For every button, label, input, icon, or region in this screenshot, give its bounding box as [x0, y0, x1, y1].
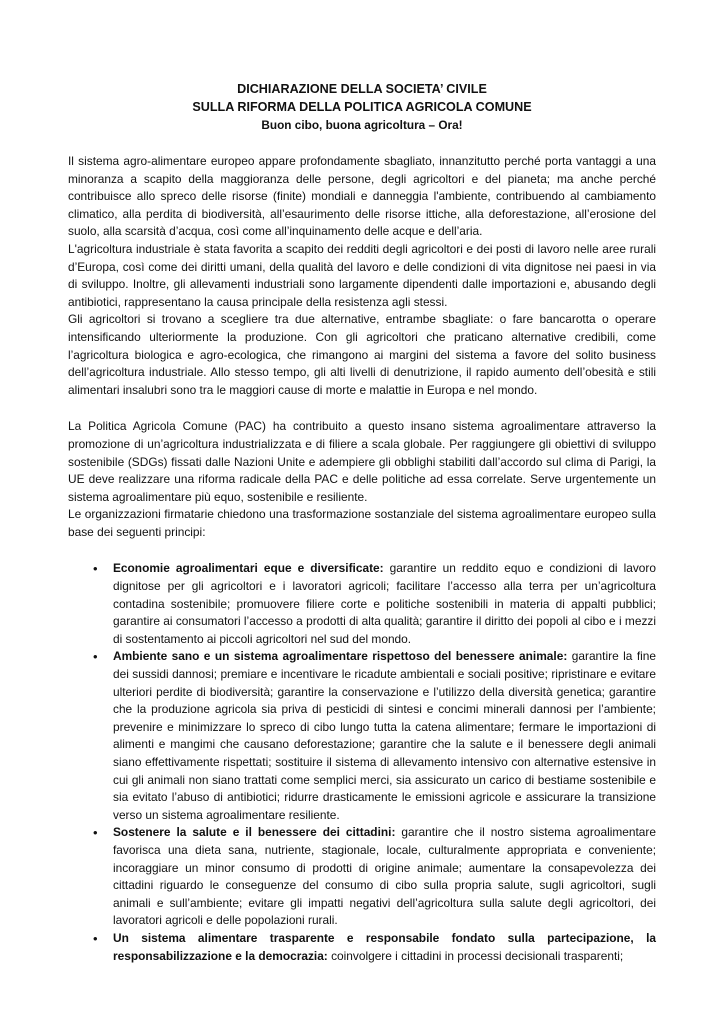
- bullet-icon: •: [93, 930, 98, 946]
- document-title-line-2: SULLA RIFORMA DELLA POLITICA AGRICOLA COMUNE: [192, 100, 532, 114]
- list-item: [93, 648, 656, 824]
- list-item: [93, 560, 656, 648]
- paragraph-industrial-agriculture: L'agricoltura industriale è stata favorita a scapito dei redditi degli agricoltori e dei posti di lavoro nelle aree rurali d’Europa, così come dei diritti umani, della qualità del lavoro e delle condizioni di vita dignitose nei paesi in via di sviluppo. Inoltre, gli allevamenti industriali sono largamente dipendenti dalle importazioni e, abusando degli antibiotici, rappresentano la causa principale della resistenza agli stessi.: [68, 241, 656, 309]
- paragraph-organizations-request: Le organizzazioni firmatarie chiedono una trasformazione sostanziale del sistema agroalimentare europeo sulla base dei seguenti principi:: [68, 507, 656, 539]
- principle-heading: Economie agroalimentari eque e diversificate:: [113, 561, 384, 576]
- spacer: [68, 134, 656, 153]
- principles-list: [68, 560, 656, 965]
- principle-text: garantire un reddito equo e condizioni di lavoro dignitose per gli agricoltori e i lavoratori agricoli; facilitare l’accesso alla terra per un’agricoltura contadina sostenibile; promuovere filiere corte e politiche sostenibili in materia di appalti pubblici; garantire ai consumatori l’accesso a prodotti di alta qualità; garantire il diritto dei popoli al cibo e i mezzi di sostentamento ai piccoli agricoltori nel sud del mondo.: [113, 561, 656, 646]
- principle-heading: Un sistema alimentare trasparente e responsabile fondato sulla partecipazione, la responsabilizzazione e la democrazia:: [113, 930, 656, 963]
- list-item: [93, 824, 656, 930]
- principle-heading: Sostenere la salute e il benessere dei cittadini:: [113, 825, 396, 840]
- paragraph-intro: Il sistema agro-alimentare europeo appare profondamente sbagliato, innanzitutto perché porta vantaggi a una minoranza a scapito della maggioranza delle persone, degli agricoltori e del pianeta; ma anche perché contribuisce allo spreco delle risorse (finite) mondiali e danneggia l'ambiente, contribuendo al cambiamento climatico, alla perdita di biodiversità, all’esaurimento delle risorse ittiche, alla deforestazione, all’erosione del suolo, alla scarsità d’acqua, così come all’inquinamento delle acque e dell’aria.: [68, 154, 656, 239]
- spacer: [68, 541, 656, 560]
- bullet-icon: •: [93, 825, 98, 841]
- principle-heading: Ambiente sano e un sistema agroalimentare rispettoso del benessere animale:: [113, 649, 568, 664]
- principle-text: garantire la fine dei sussidi dannosi; premiare e incentivare le ricadute ambientali e sociali positive; ripristinare e evitare ulteriori perdite di biodiversità; garantire la conservazione e l’utilizzo della diversità genetica; garantire che la produzione agricola sia priva di pesticidi di sintesi e concimi minerali dannosi per l’ambiente; prevenire e minimizzare lo spreco di cibo lungo tutta la catena alimentare; fermare le importazioni di alimenti e mangimi che causano deforestazione; garantire che la salute e il benessere degli animali siano effettivamente rispettati; sostituire il sistema di allevamento intensivo con alternative estensive in cui gli animali non siano trattati come semplici merci, sia assicurato un carico di bestiame sostenibile e sia evitato l’abuso di antibiotici; ridurre drasticamente le emissioni agricole e assicurare la transizione verso un sistema agroalimentare resiliente.: [113, 649, 656, 822]
- document-subtitle: Buon cibo, buona agricoltura – Ora!: [261, 118, 463, 132]
- list-item: [93, 930, 656, 965]
- spacer: [68, 399, 656, 418]
- principle-text: coinvolgere i cittadini in processi decisionali trasparenti;: [327, 948, 624, 963]
- paragraph-farmers-choice: Gli agricoltori si trovano a scegliere tra due alternative, entrambe sbagliate: o fare bancarotta o operare intensificando ulteriormente la produzione. Con gli agricoltori che praticano alternative credibili, come l’agricoltura biologica e agro-ecologica, che rimangono ai margini del sistema a favore del solito business dell’agricoltura industriale. Allo stesso tempo, gli alti livelli di denutrizione, il rapido aumento dell’obesità e stili alimentari insalubri sono tra le maggiori cause di morte e malattie in Europa e nel mondo.: [68, 312, 656, 397]
- principle-text: garantire che il nostro sistema agroalimentare favorisca una dieta sana, nutriente, stagionale, locale, culturalmente appropriata e conveniente; incoraggiare un minor consumo di prodotti di origine animale; aumentare la consapevolezza dei cittadini riguardo le conseguenze del consumo di cibo sulla propria salute, sugli agricoltori, sugli animali e sull’ambiente; evitare gli impatti negativi dell’agricoltura sulla salute degli agricoltori, dei lavoratori agricoli e delle popolazioni rurali.: [113, 825, 656, 928]
- document-title-line-1: DICHIARAZIONE DELLA SOCIETA’ CIVILE: [237, 82, 487, 96]
- document-header: [68, 80, 656, 134]
- bullet-icon: •: [93, 561, 98, 577]
- bullet-icon: •: [93, 649, 98, 665]
- paragraph-pac: La Politica Agricola Comune (PAC) ha contribuito a questo insano sistema agroalimentare attraverso la promozione di un’agricoltura industrializzata e di filiere a scala globale. Per raggiungere gli obiettivi di sviluppo sostenibile (SDGs) fissati dalle Nazioni Unite e adempiere gli obblighi stabiliti dall’accordo sul clima di Parigi, la UE deve realizzare una riforma radicale della PAC e delle politiche ad essa correlate. Serve urgentemente un sistema agroalimentare più equo, sostenibile e resiliente.: [68, 419, 656, 504]
